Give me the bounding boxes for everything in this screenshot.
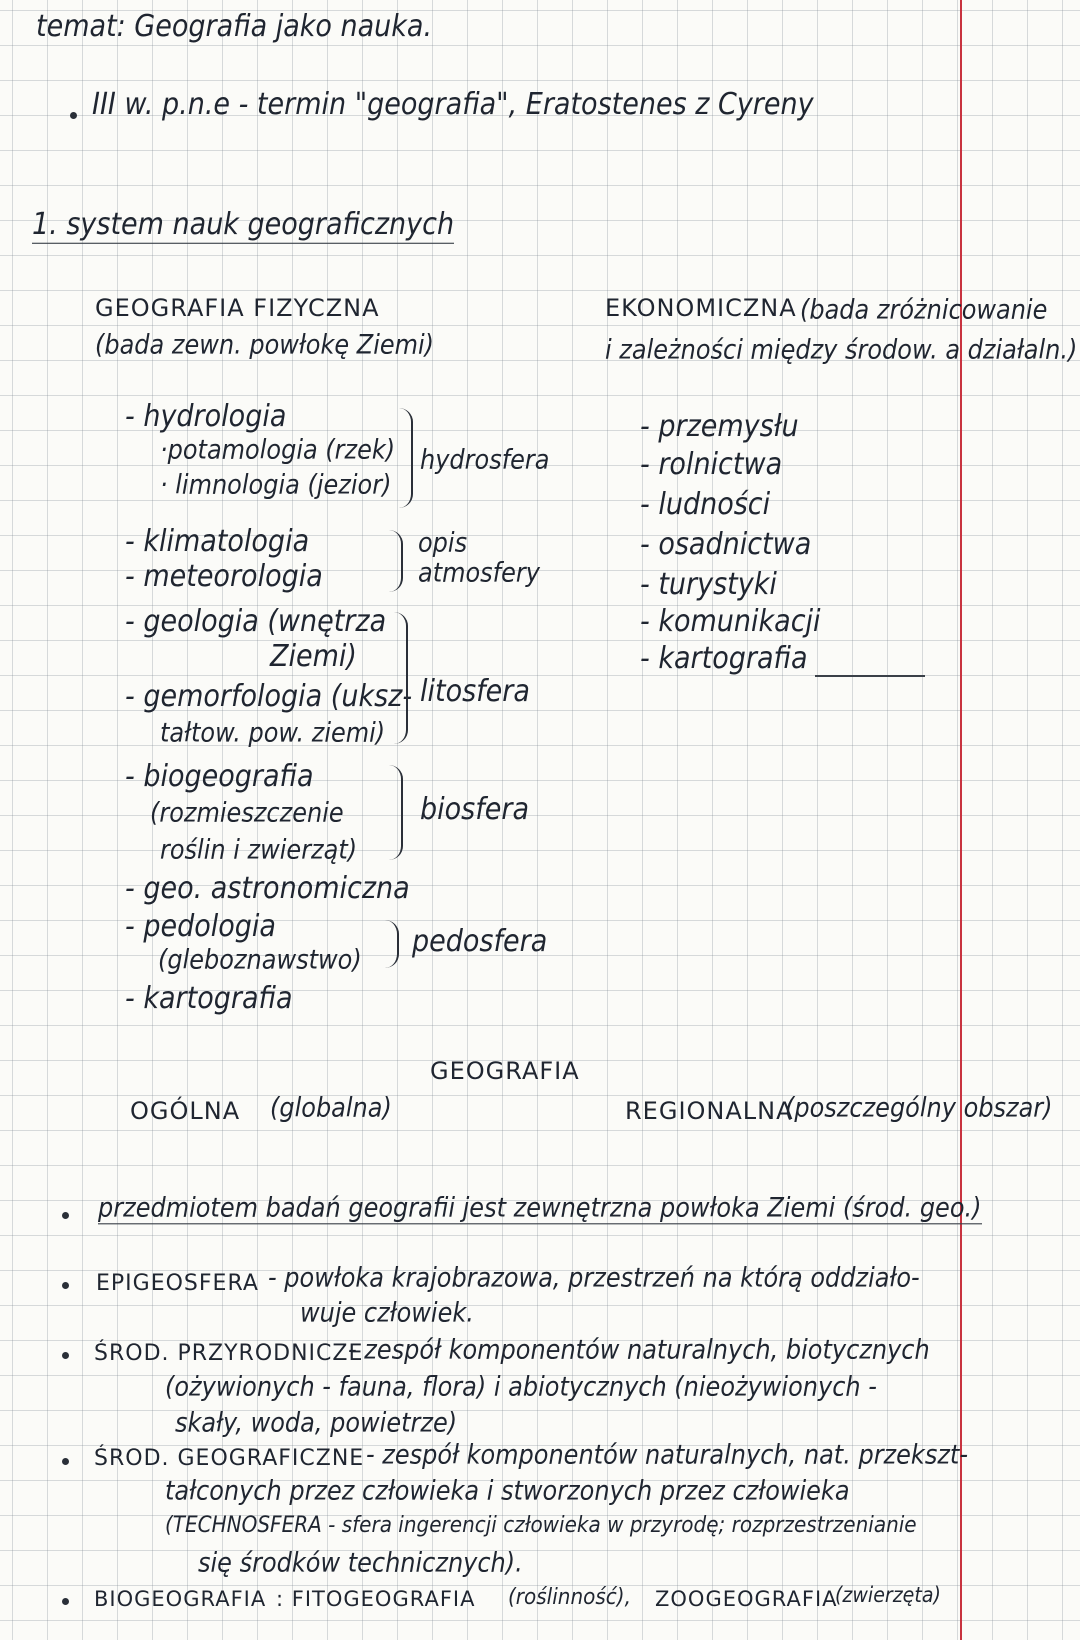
note-srodprzyr-term: ŚROD. PRZYRODNICZE [94, 1341, 364, 1366]
group-biosfera: biosfera [420, 791, 529, 827]
geo-general: OGÓLNA [130, 1097, 241, 1125]
note-srodgeo-d: się środków technicznych). [198, 1546, 523, 1579]
note-biogeo-c: (roślinność), [508, 1582, 631, 1610]
phys-gleboznawstwo: (gleboznawstwo) [158, 943, 362, 976]
note-srodgeo-term: ŚROD. GEOGRAFICZNE [94, 1446, 365, 1471]
econ-kartografia: - kartografia [640, 640, 808, 676]
note-srodprzyr-b: (ożywionych - fauna, flora) i abiotycznych (nieożywionych - [165, 1370, 877, 1403]
intro-line: III w. p.n.e - termin "geografia", Eratostenes z Cyreny [92, 86, 814, 122]
phys-gemorfologia-2: tałtow. pow. ziemi) [160, 716, 386, 749]
phys-biogeografia-3: roślin i zwierząt) [160, 833, 358, 866]
phys-kartografia: - kartografia [125, 980, 293, 1016]
group-litosfera: litosfera [420, 673, 530, 709]
econ-ludnosci: - ludności [640, 486, 771, 522]
econ-komunikacji: - komunikacji [640, 603, 821, 639]
note-srodgeo-a: - zespół komponentów naturalnych, nat. przekszt- [366, 1438, 968, 1471]
phys-meteorologia: - meteorologia [125, 558, 323, 594]
econ-rolnictwa: - rolnictwa [640, 446, 783, 482]
brace [385, 920, 399, 968]
brace [395, 408, 413, 508]
note-biogeo-d: ZOOGEOGRAFIA [655, 1587, 838, 1611]
economic-heading: EKONOMICZNA [605, 294, 797, 322]
note-biogeo-a: BIOGEOGRAFIA [94, 1587, 267, 1611]
note-epigeosfera-b: wuje człowiek. [300, 1296, 474, 1329]
geo-regional-note: (poszczególny obszar) [785, 1091, 1053, 1124]
bullet [70, 112, 77, 119]
section-heading: 1. system nauk geograficznych [32, 206, 455, 242]
red-margin-line [960, 0, 962, 1640]
brace [390, 612, 408, 744]
note-biogeo-b: : FITOGEOGRAFIA [276, 1587, 476, 1611]
bullet [62, 1212, 69, 1219]
page-title: temat: Geografia jako nauka. [36, 8, 433, 44]
note-przedmiot: przedmiotem badań geografii jest zewnętrzna powłoka Ziemi (środ. geo.) [98, 1191, 982, 1224]
phys-biogeografia-2: (rozmieszczenie [150, 796, 344, 829]
phys-hydrologia: - hydrologia [125, 398, 287, 434]
note-epigeosfera-term: EPIGEOSFERA [96, 1271, 259, 1296]
physical-desc: (bada zewn. powłokę Ziemi) [95, 328, 435, 361]
phys-geo-astronomiczna: - geo. astronomiczna [125, 870, 410, 906]
group-hydrosfera: hydrosfera [420, 443, 550, 476]
econ-przemyslu: - przemysłu [640, 408, 799, 444]
phys-biogeografia: - biogeografia [125, 758, 314, 794]
phys-geologia: - geologia (wnętrza [125, 603, 387, 639]
note-srodprzyr-c: skały, woda, powietrze) [175, 1406, 458, 1439]
economic-desc-2: i zależności między środow. a działaln.) [605, 333, 1078, 366]
group-opis: opis [418, 526, 468, 559]
physical-heading: GEOGRAFIA FIZYCZNA [95, 294, 380, 322]
brace [385, 765, 403, 860]
note-srodprzyr-a: - zespół komponentów naturalnych, biotycznych [348, 1333, 930, 1366]
bullet [62, 1282, 69, 1289]
phys-ziemi: Ziemi) [270, 638, 357, 674]
economic-desc-1: (bada zróżnicowanie [800, 293, 1048, 326]
phys-limnologia: · limnologia (jezior) [160, 468, 392, 501]
phys-klimatologia: - klimatologia [125, 523, 310, 559]
underline [815, 675, 925, 677]
note-biogeo-e: (zwierzęta) [835, 1582, 941, 1608]
geo-regional: REGIONALNA [625, 1097, 794, 1125]
geo-general-note: (globalna) [270, 1091, 392, 1124]
note-srodgeo-b: tałconych przez człowieka i stworzonych przez człowieka [165, 1474, 850, 1507]
econ-osadnictwa: - osadnictwa [640, 526, 812, 562]
group-atmosfery: atmosfery [418, 556, 540, 589]
bullet [62, 1458, 69, 1465]
econ-turystyki: - turystyki [640, 566, 777, 602]
phys-pedologia: - pedologia [125, 908, 276, 944]
note-epigeosfera-a: - powłoka krajobrazowa, przestrzeń na którą oddziało- [268, 1261, 920, 1294]
geo-heading: GEOGRAFIA [430, 1057, 580, 1085]
phys-potamologia: ·potamologia (rzek) [160, 433, 396, 466]
bullet [62, 1352, 69, 1359]
brace [385, 530, 403, 592]
bullet [62, 1598, 69, 1605]
phys-gemorfologia: - gemorfologia (uksz- [125, 678, 413, 714]
group-pedosfera: pedosfera [412, 923, 548, 959]
note-srodgeo-c: (TECHNOSFERA - sfera ingerencji człowieka w przyrodę; rozprzestrzenianie [165, 1510, 917, 1538]
